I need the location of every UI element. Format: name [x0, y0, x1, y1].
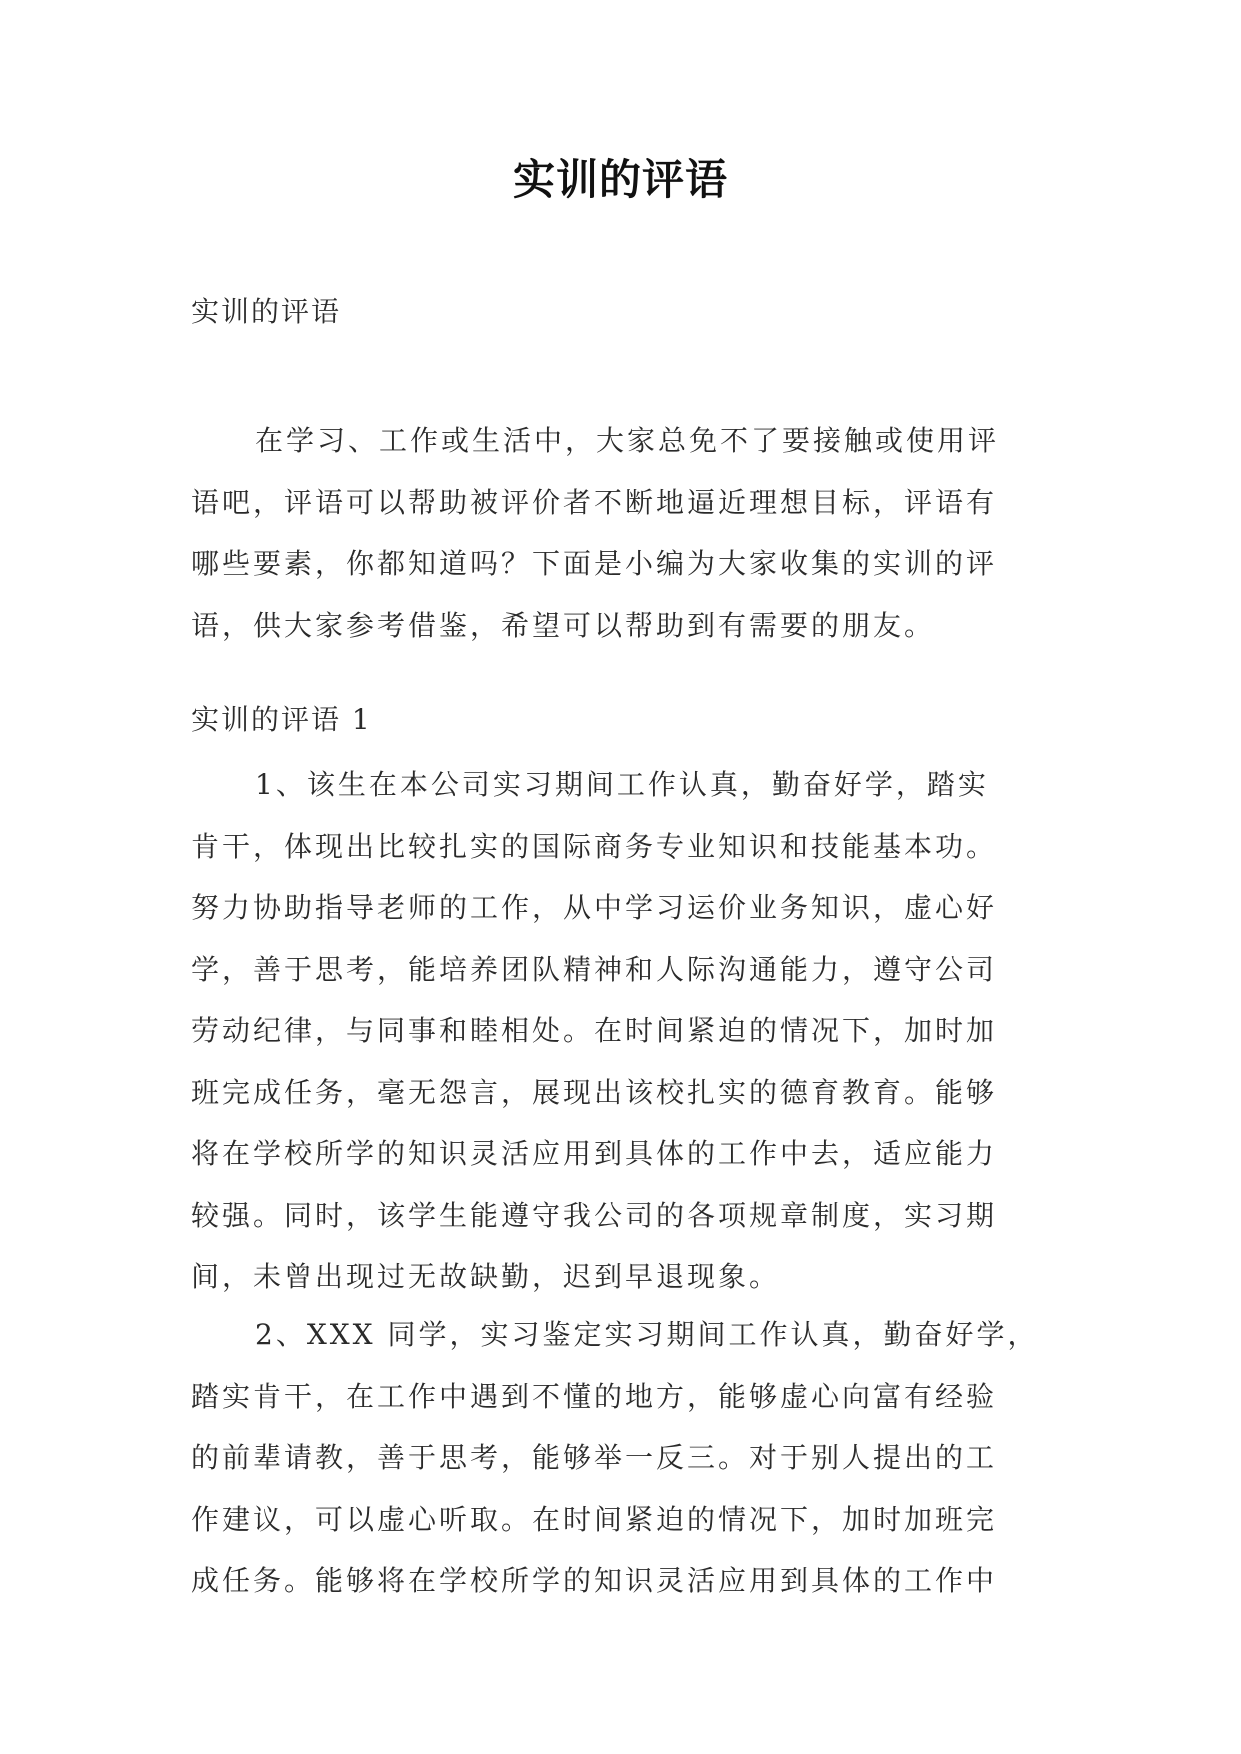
paragraph-line: 肯干，体现出比较扎实的国际商务专业知识和技能基本功。 [191, 829, 998, 863]
paragraph-line: 班完成任务，毫无怨言，展现出该校扎实的德育教育。能够 [191, 1075, 998, 1109]
paragraph-line: 的前辈请教，善于思考，能够举一反三。对于别人提出的工 [191, 1441, 998, 1474]
paragraph-line: 努力协助指导老师的工作，从中学习运价业务知识，虚心好 [191, 891, 998, 924]
intro-line: 语吧，评语可以帮助被评价者不断地逼近理想目标，评语有 [191, 485, 998, 519]
comment-paragraph-2 [191, 1304, 1071, 1612]
paragraph-line: 将在学校所学的知识灵活应用到具体的工作中去，适应能力 [191, 1137, 998, 1170]
paragraph-line: 学，善于思考，能培养团队精神和人际沟通能力，遵守公司 [191, 952, 998, 986]
paragraph-line: 间，未曾出现过无故缺勤，迟到早退现象。 [191, 1260, 781, 1293]
intro-line: 哪些要素，你都知道吗？下面是小编为大家收集的实训的评 [191, 547, 998, 580]
paragraph-line: 踏实肯干，在工作中遇到不懂的地方，能够虚心向富有经验 [191, 1379, 998, 1413]
paragraph-line: 2、XXX 同学，实习鉴定实习期间工作认真，勤奋好学， [255, 1318, 1039, 1351]
paragraph-line: 成任务。能够将在学校所学的知识灵活应用到具体的工作中 [191, 1564, 998, 1597]
paragraph-line: 1、该生在本公司实习期间工作认真，勤奋好学，踏实 [255, 768, 989, 801]
intro-line: 在学习、工作或生活中，大家总免不了要接触或使用评 [255, 424, 1000, 457]
intro-line: 语，供大家参考借鉴，希望可以帮助到有需要的朋友。 [191, 608, 936, 642]
document-subtitle: 实训的评语 [191, 295, 342, 328]
intro-paragraph [191, 410, 1071, 656]
paragraph-line: 作建议，可以虚心听取。在时间紧迫的情况下，加时加班完 [191, 1502, 998, 1536]
paragraph-line: 较强。同时，该学生能遵守我公司的各项规章制度，实习期 [191, 1198, 998, 1232]
paragraph-line: 劳动纪律，与同事和睦相处。在时间紧迫的情况下，加时加 [191, 1014, 998, 1047]
document-title: 实训的评语 [512, 155, 728, 204]
comment-paragraph-1 [191, 754, 1071, 1308]
section-heading: 实训的评语 1 [191, 703, 372, 736]
